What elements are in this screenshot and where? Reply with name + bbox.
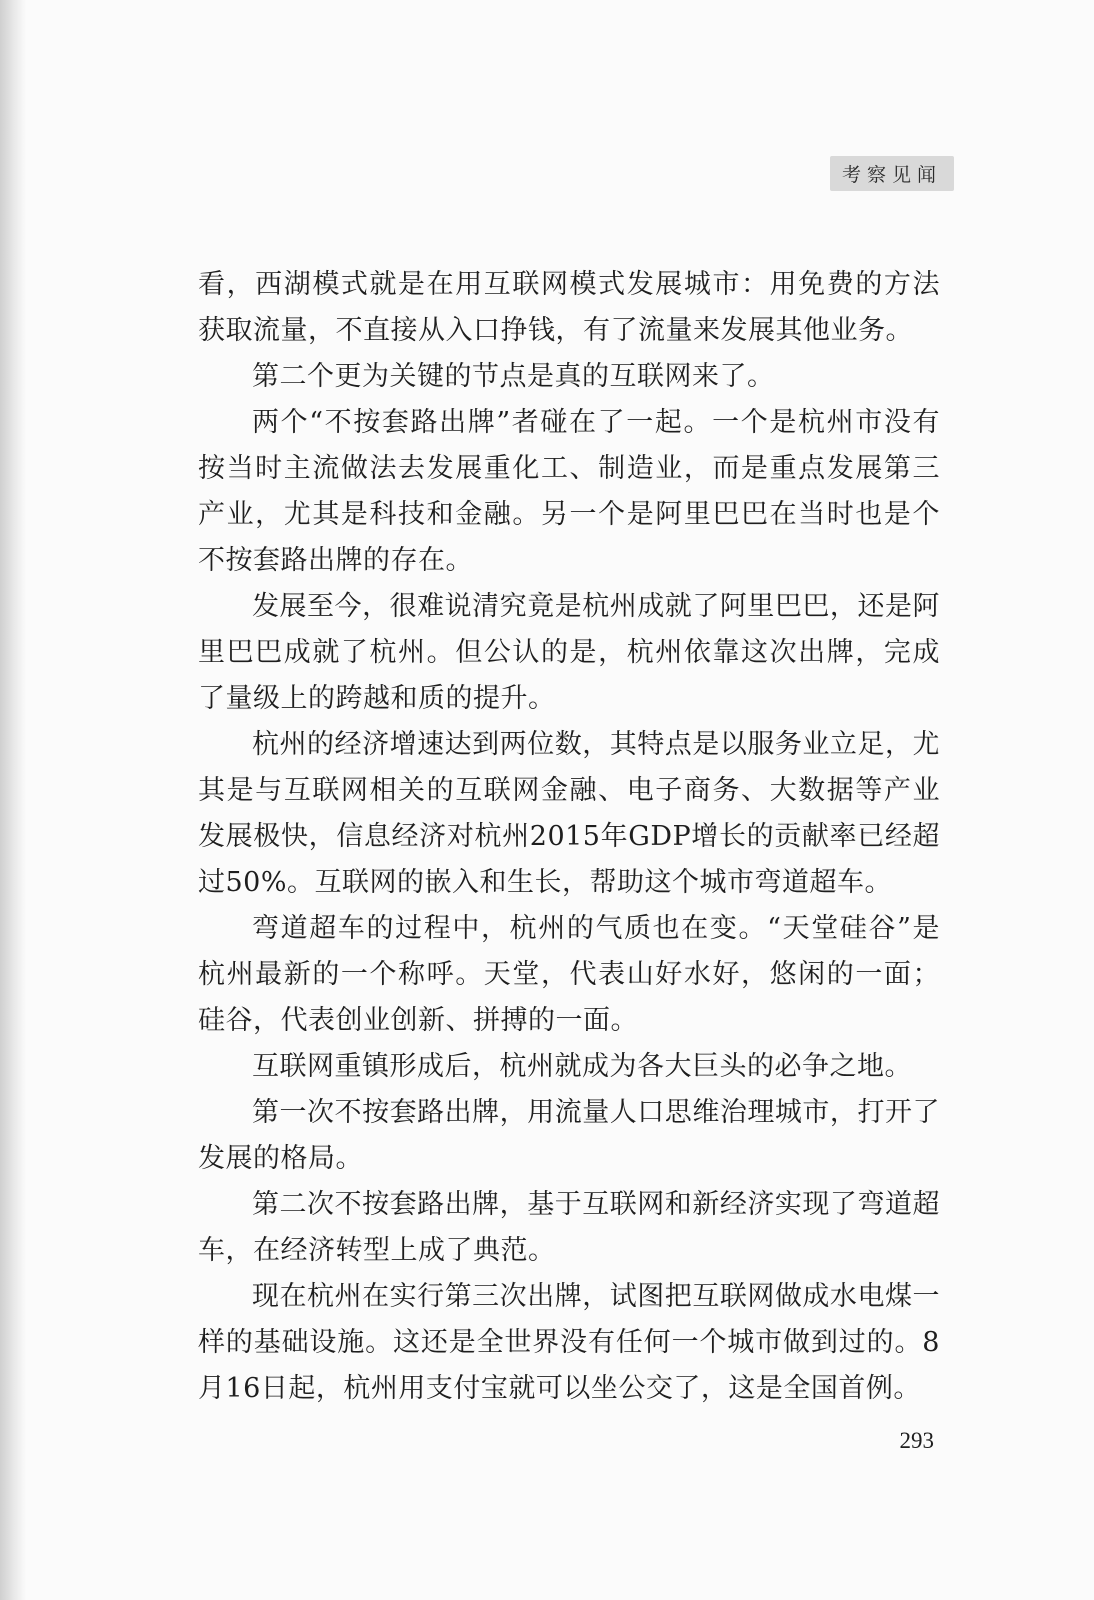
paragraph-4: 发展至今，很难说清究竟是杭州成就了阿里巴巴，还是阿里巴巴成就了杭州。但公认的是，杭州依靠这次出牌，完成了量级上的跨越和质的提升。 [198, 591, 940, 714]
paragraph-3: 两个“不按套路出牌”者碰在了一起。一个是杭州市没有按当时主流做法去发展重化工、制造业，而是重点发展第三产业，尤其是科技和金融。另一个是阿里巴巴在当时也是个不按套路出牌的存在。 [198, 407, 940, 576]
paragraph-8: 第一次不按套路出牌，用流量人口思维治理城市，打开了发展的格局。 [198, 1097, 940, 1174]
body-text [198, 262, 940, 1412]
spine-shadow [0, 0, 26, 1600]
paragraph-5: 杭州的经济增速达到两位数，其特点是以服务业立足，尤其是与互联网相关的互联网金融、电子商务、大数据等产业发展极快，信息经济对杭州2015年GDP增长的贡献率已经超过50%。互联网的嵌入和生长，帮助这个城市弯道超车。 [198, 729, 940, 898]
page-number: 293 [899, 1428, 934, 1453]
section-label: 考察见闻 [830, 156, 954, 191]
paragraph-7: 互联网重镇形成后，杭州就成为各大巨头的必争之地。 [252, 1051, 912, 1082]
paragraph-1: 看，西湖模式就是在用互联网模式发展城市：用免费的方法获取流量，不直接从入口挣钱，有了流量来发展其他业务。 [198, 269, 940, 346]
paragraph-9: 第二次不按套路出牌，基于互联网和新经济实现了弯道超车，在经济转型上成了典范。 [198, 1189, 940, 1266]
paragraph-10: 现在杭州在实行第三次出牌，试图把互联网做成水电煤一样的基础设施。这还是全世界没有任何一个城市做到过的。8月16日起，杭州用支付宝就可以坐公交了，这是全国首例。 [198, 1281, 940, 1404]
paragraph-6: 弯道超车的过程中，杭州的气质也在变。“天堂硅谷”是杭州最新的一个称呼。天堂，代表山好水好，悠闲的一面；硅谷，代表创业创新、拼搏的一面。 [198, 913, 940, 1036]
paragraph-2: 第二个更为关键的节点是真的互联网来了。 [252, 361, 775, 392]
